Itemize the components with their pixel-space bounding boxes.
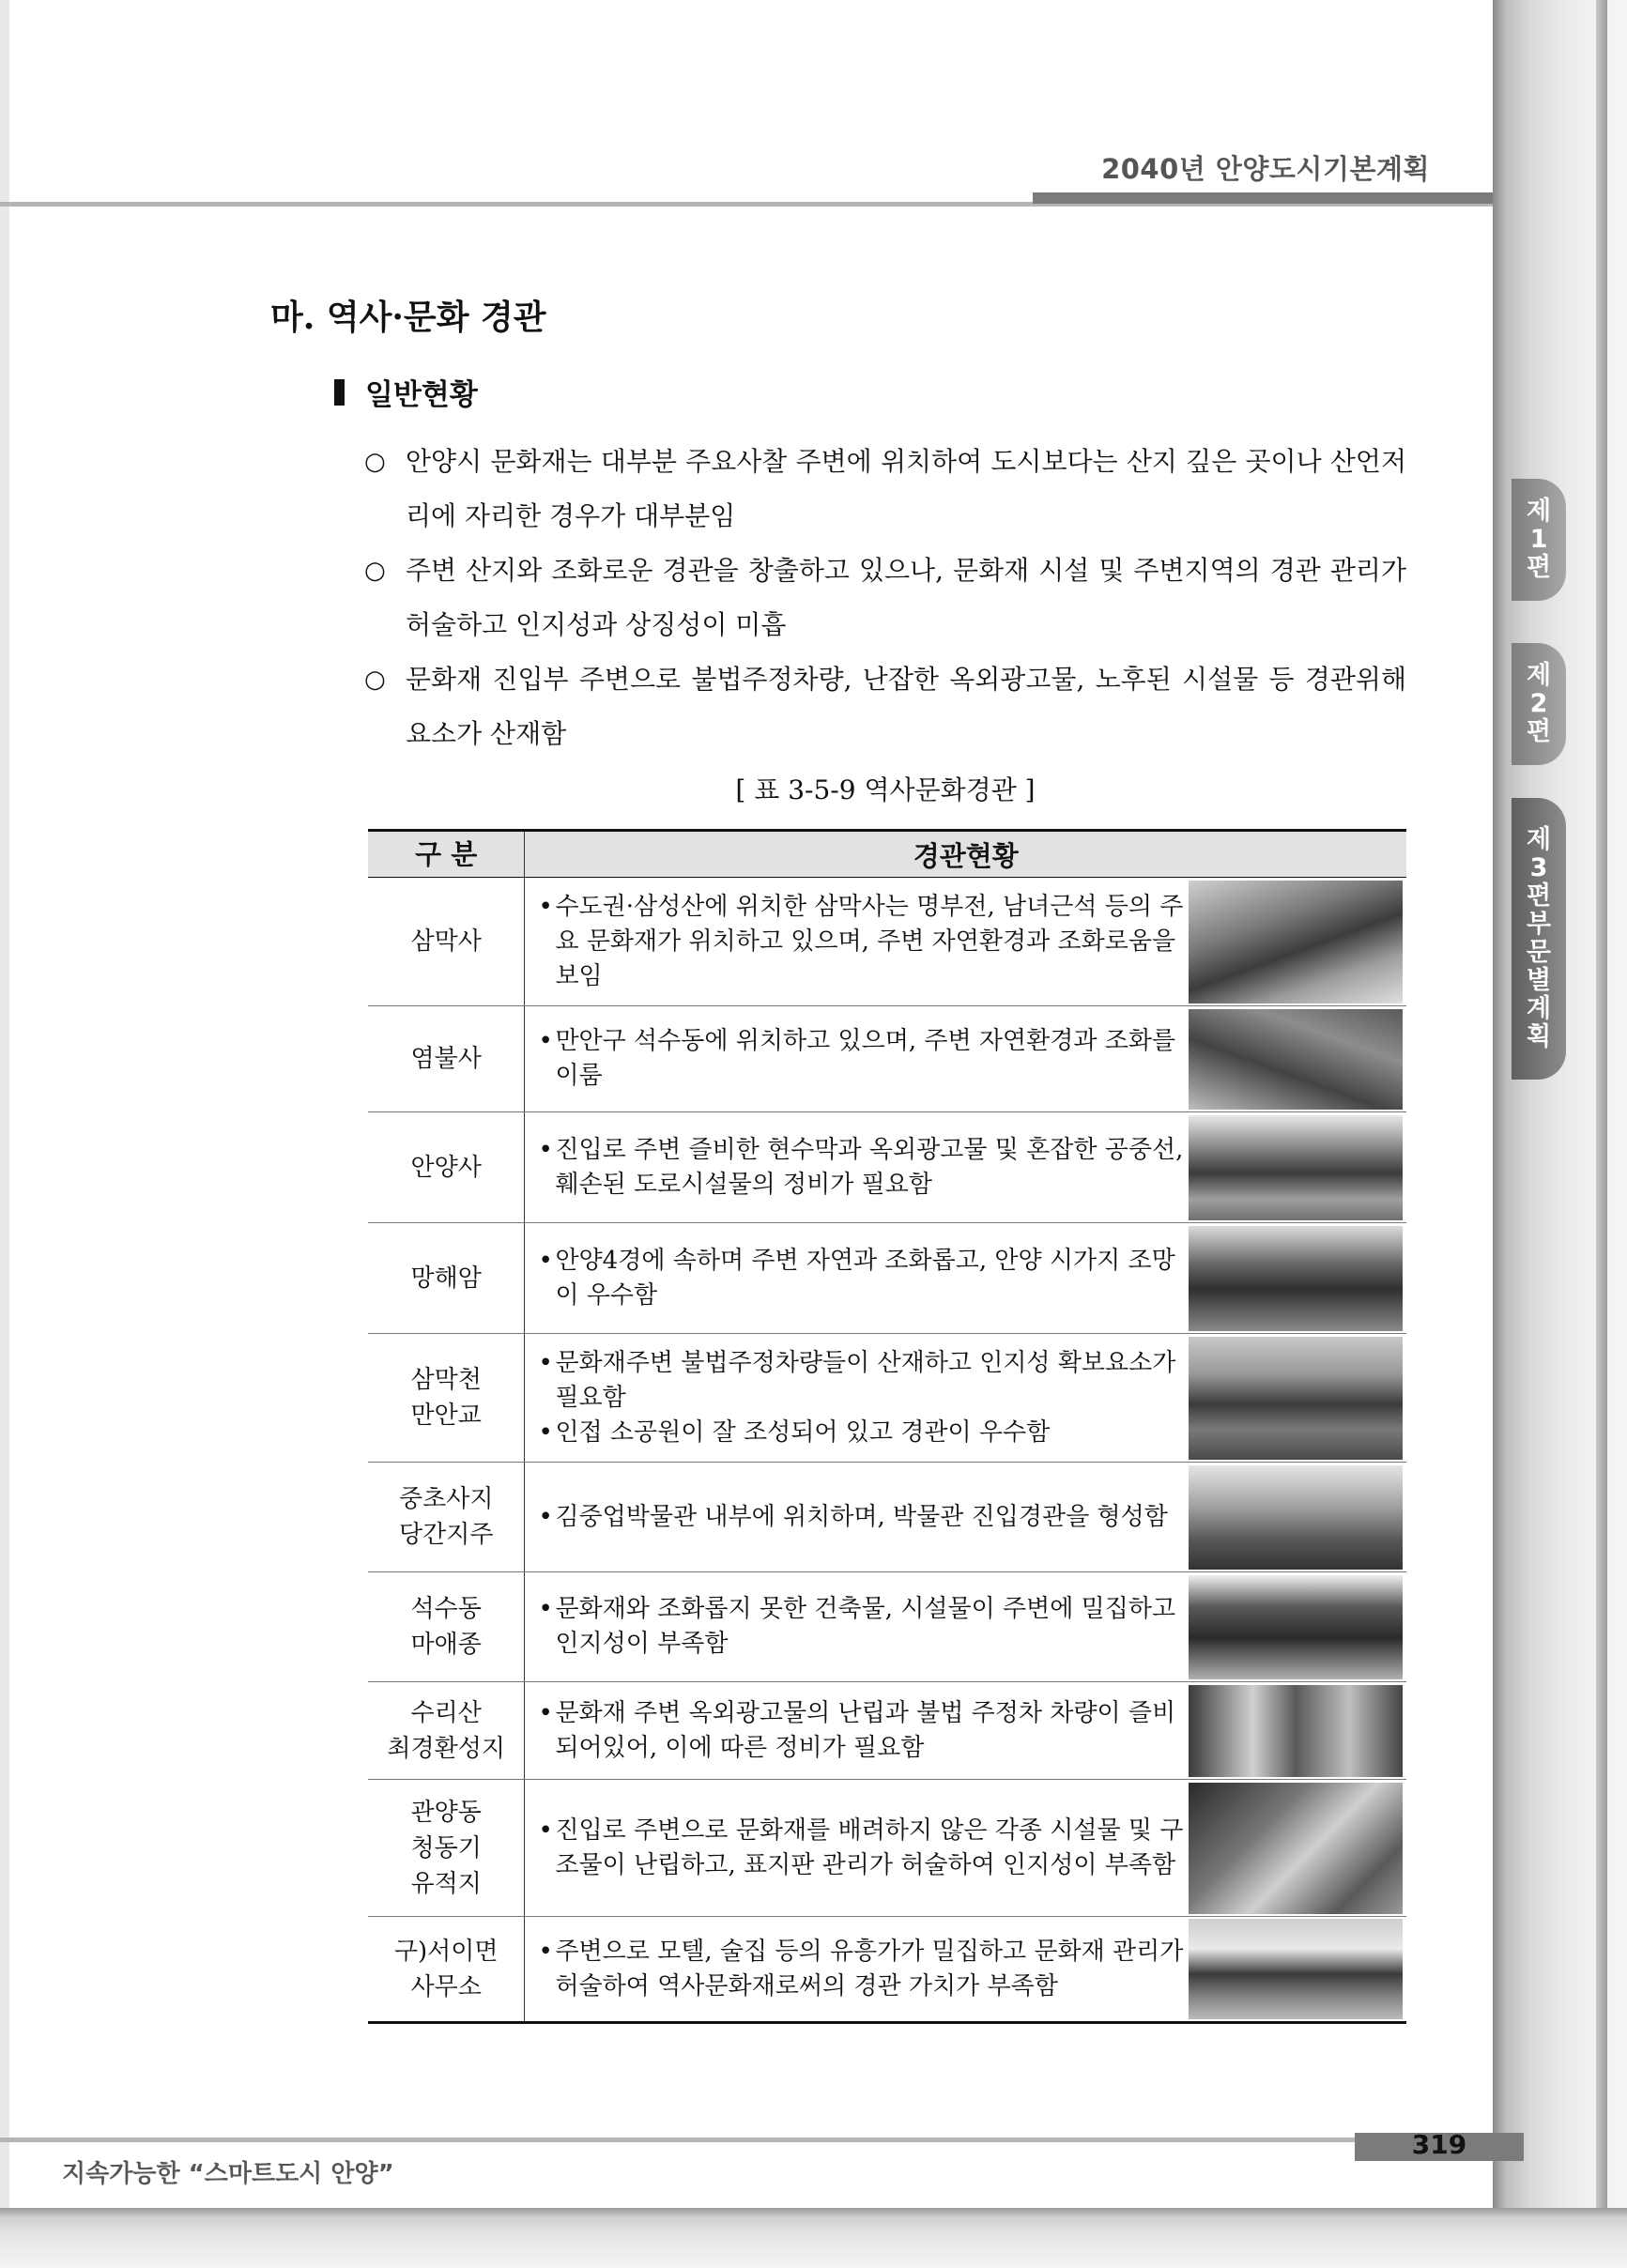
heritage-photo-cell	[1189, 1682, 1406, 1780]
heritage-description-cell	[525, 878, 1189, 1006]
heritage-description-cell	[525, 1223, 1189, 1334]
sub-heading	[334, 371, 478, 413]
description-text: 만안구 석수동에 위치하고 있으며, 주변 자연환경과 조화를 이룸	[555, 1027, 1176, 1090]
heritage-name-line: 석수동	[410, 1595, 482, 1623]
bullet-text: 주변 산지와 조화로운 경관을 창출하고 있으나, 문화재 시설 및 주변지역의 경관 관리가 허술하고 인지성과 상징성이 미흡	[406, 555, 1406, 640]
description-item	[538, 1696, 1189, 1766]
table-row	[368, 1223, 1406, 1334]
heritage-photo-cell	[1189, 1917, 1406, 2023]
description-text: 진입로 주변으로 문화재를 배려하지 않은 각종 시설물 및 구조물이 난립하고, 표지판 관리가 허술하여 인지성이 부족함	[555, 1816, 1184, 1879]
heritage-name-line: 안양사	[410, 1153, 482, 1182]
heritage-description-cell	[525, 1006, 1189, 1112]
heritage-name-line: 사무소	[410, 1972, 482, 2001]
table-row	[368, 1682, 1406, 1780]
heritage-name-line: 망해암	[410, 1264, 482, 1293]
description-text: 주변으로 모텔, 술집 등의 유흥가가 밀집하고 문화재 관리가 허술하여 역사문화재로써의 경관 가치가 부족함	[555, 1937, 1184, 2000]
description-item	[538, 1133, 1189, 1203]
bullet-dot-icon: •	[538, 1698, 553, 1727]
table-row	[368, 1112, 1406, 1223]
bullet-dot-icon: •	[538, 1246, 553, 1275]
description-text: 문화재 주변 옥외광고물의 난립과 불법 주정차 차량이 즐비되어있어, 이에 따른 정비가 필요함	[555, 1698, 1176, 1762]
heritage-name-line: 청동기	[410, 1833, 482, 1862]
heritage-name-cell	[368, 1917, 525, 2023]
table-row	[368, 1463, 1406, 1572]
heritage-name-cell	[368, 1334, 525, 1463]
heritage-name-line: 구)서이면	[393, 1937, 499, 1966]
page-left-edge	[0, 0, 9, 2208]
footer-text: 지속가능한 “스마트도시 안양”	[62, 2160, 394, 2188]
circle-bullet-icon: ○	[364, 557, 386, 585]
bullet-dot-icon: •	[538, 1502, 553, 1531]
side-tab-part-2[interactable]	[1512, 643, 1566, 765]
table-body	[368, 878, 1406, 2023]
page-number: 319	[1411, 2129, 1467, 2160]
heritage-name-line: 만안교	[410, 1402, 482, 1430]
heritage-description-cell	[525, 1917, 1189, 2023]
heritage-name-line: 유적지	[410, 1869, 482, 1898]
heritage-name-line: 최경환성지	[387, 1734, 506, 1763]
table-row	[368, 1572, 1406, 1682]
side-tab-char: 편	[1526, 717, 1552, 746]
circle-bullet-icon: ○	[364, 448, 386, 476]
heritage-description-cell	[525, 1572, 1189, 1682]
side-tab-char: 2	[1529, 689, 1548, 718]
bullet-item	[364, 652, 1406, 761]
heritage-name-cell	[368, 878, 525, 1006]
description-text: 진입로 주변 즐비한 현수막과 옥외광고물 및 혼잡한 공중선, 훼손된 도로시설물의 정비가 필요함	[555, 1135, 1184, 1199]
side-tab-part-1[interactable]	[1512, 479, 1566, 601]
page-edge-shadow-bottom	[0, 2208, 1627, 2268]
heritage-description-cell	[525, 1682, 1189, 1780]
header-status: 경관현황	[525, 831, 1406, 878]
bullet-item	[364, 435, 1406, 544]
description-item	[538, 890, 1189, 994]
heritage-description-cell	[525, 1112, 1189, 1223]
heritage-name-cell	[368, 1572, 525, 1682]
heritage-name-line: 마애종	[410, 1631, 482, 1659]
side-tab-char: 편	[1526, 553, 1552, 582]
heritage-photo-cell	[1189, 1780, 1406, 1917]
table-header-row	[368, 831, 1406, 878]
heritage-photo	[1189, 1919, 1403, 2019]
bullet-dot-icon: •	[538, 1418, 553, 1447]
header-category: 구 분	[368, 831, 525, 878]
table-row	[368, 1006, 1406, 1112]
table-row	[368, 1917, 1406, 2023]
table-row	[368, 1780, 1406, 1917]
side-tab-char: 제	[1526, 497, 1552, 526]
circle-bullet-icon: ○	[364, 666, 386, 694]
bullet-dot-icon: •	[538, 1937, 553, 1966]
section-title: 마. 역사·문화 경관	[270, 298, 546, 337]
description-text: 안양4경에 속하며 주변 자연과 조화롭고, 안양 시가지 조망이 우수함	[555, 1246, 1175, 1310]
description-text: 문화재와 조화롭지 못한 건축물, 시설물이 주변에 밀집하고 인지성이 부족함	[555, 1595, 1176, 1658]
heritage-landscape-table	[368, 829, 1406, 2024]
bullet-dot-icon: •	[538, 1135, 553, 1164]
side-tab-char: 3	[1529, 853, 1548, 882]
heritage-name-line: 수리산	[410, 1698, 482, 1727]
heritage-photo-cell	[1189, 1463, 1406, 1572]
sub-heading-label: 일반현황	[365, 378, 478, 412]
description-item	[538, 1244, 1189, 1313]
heritage-photo	[1189, 1783, 1403, 1914]
table-row	[368, 1334, 1406, 1463]
heritage-photo-cell	[1189, 1572, 1406, 1682]
side-tab-char: 제	[1526, 825, 1552, 854]
description-item	[538, 1592, 1189, 1662]
heritage-name-line: 삼막천	[410, 1366, 482, 1394]
heritage-name-cell	[368, 1223, 525, 1334]
description-item	[538, 1024, 1189, 1094]
heritage-description-cell	[525, 1463, 1189, 1572]
heritage-description-cell	[525, 1334, 1189, 1463]
heritage-photo-cell	[1189, 1334, 1406, 1463]
heritage-name-cell	[368, 1006, 525, 1112]
heritage-photo-cell	[1189, 1223, 1406, 1334]
heritage-photo	[1189, 881, 1403, 1004]
heritage-photo-cell	[1189, 1006, 1406, 1112]
bullet-dot-icon: •	[538, 1348, 553, 1377]
bullet-item	[364, 544, 1406, 652]
bullet-dot-icon: •	[538, 1816, 553, 1845]
footer-rule	[0, 2138, 1355, 2142]
description-item	[538, 1500, 1189, 1535]
heritage-description-cell	[525, 1780, 1189, 1917]
table-row	[368, 878, 1406, 1006]
table-caption: [ 표 3-5-9 역사문화경관 ]	[735, 774, 1036, 805]
side-tab-char: 제	[1526, 661, 1552, 690]
bullet-list	[364, 435, 1406, 761]
bullet-text: 안양시 문화재는 대부분 주요사찰 주변에 위치하여 도시보다는 산지 깊은 곳이나 산언저리에 자리한 경우가 대부분임	[406, 446, 1406, 531]
description-item	[538, 1814, 1189, 1883]
bullet-dot-icon: •	[538, 1027, 553, 1055]
heritage-name-line: 당간지주	[398, 1521, 494, 1549]
description-item	[538, 1346, 1189, 1416]
heritage-photo	[1189, 1226, 1403, 1331]
heritage-photo	[1189, 1465, 1403, 1570]
heritage-name-cell	[368, 1780, 525, 1917]
header-title: 2040년 안양도시기본계획	[1101, 153, 1430, 185]
heritage-photo	[1189, 1575, 1403, 1679]
heritage-name-line: 관양동	[410, 1798, 482, 1827]
heritage-name-line: 염불사	[410, 1045, 482, 1073]
side-tab-char: 획	[1526, 1022, 1552, 1051]
heritage-name-line: 중초사지	[398, 1485, 494, 1513]
header-rule-accent	[1033, 192, 1493, 204]
heritage-name-line: 삼막사	[410, 927, 482, 956]
heritage-photo	[1189, 1685, 1403, 1777]
heritage-photo-cell	[1189, 1112, 1406, 1223]
description-text: 인접 소공원이 잘 조성되어 있고 경관이 우수함	[555, 1418, 1051, 1447]
side-tab-char: 편	[1526, 881, 1552, 911]
description-item	[538, 1935, 1189, 2004]
description-text: 김중업박물관 내부에 위치하며, 박물관 진입경관을 형성함	[555, 1502, 1168, 1531]
heading-bar-icon	[334, 379, 345, 406]
heritage-name-cell	[368, 1463, 525, 1572]
side-tab-char: 별	[1526, 966, 1552, 995]
description-text: 문화재주변 불법주정차량들이 산재하고 인지성 확보요소가 필요함	[555, 1348, 1176, 1412]
heritage-name-cell	[368, 1112, 525, 1223]
heritage-photo-cell	[1189, 878, 1406, 1006]
description-item	[538, 1416, 1189, 1450]
heritage-photo	[1189, 1115, 1403, 1220]
page-edge-shadow-right-outer	[1596, 0, 1607, 2268]
side-tab-char: 부	[1526, 910, 1552, 939]
bullet-dot-icon: •	[538, 1595, 553, 1623]
heritage-photo	[1189, 1009, 1403, 1110]
side-tab-char: 문	[1526, 938, 1552, 967]
heritage-name-cell	[368, 1682, 525, 1780]
side-tab-char: 계	[1526, 994, 1552, 1023]
side-tab-char: 1	[1529, 525, 1548, 554]
description-text: 수도권·삼성산에 위치한 삼막사는 명부전, 남녀근석 등의 주요 문화재가 위치하고 있으며, 주변 자연환경과 조화로움을 보임	[555, 892, 1184, 990]
bullet-dot-icon: •	[538, 892, 553, 921]
heritage-photo	[1189, 1337, 1403, 1460]
bullet-text: 문화재 진입부 주변으로 불법주정차량, 난잡한 옥외광고물, 노후된 시설물 등 경관위해요소가 산재함	[406, 664, 1406, 749]
side-tab-part-3[interactable]	[1512, 798, 1566, 1080]
